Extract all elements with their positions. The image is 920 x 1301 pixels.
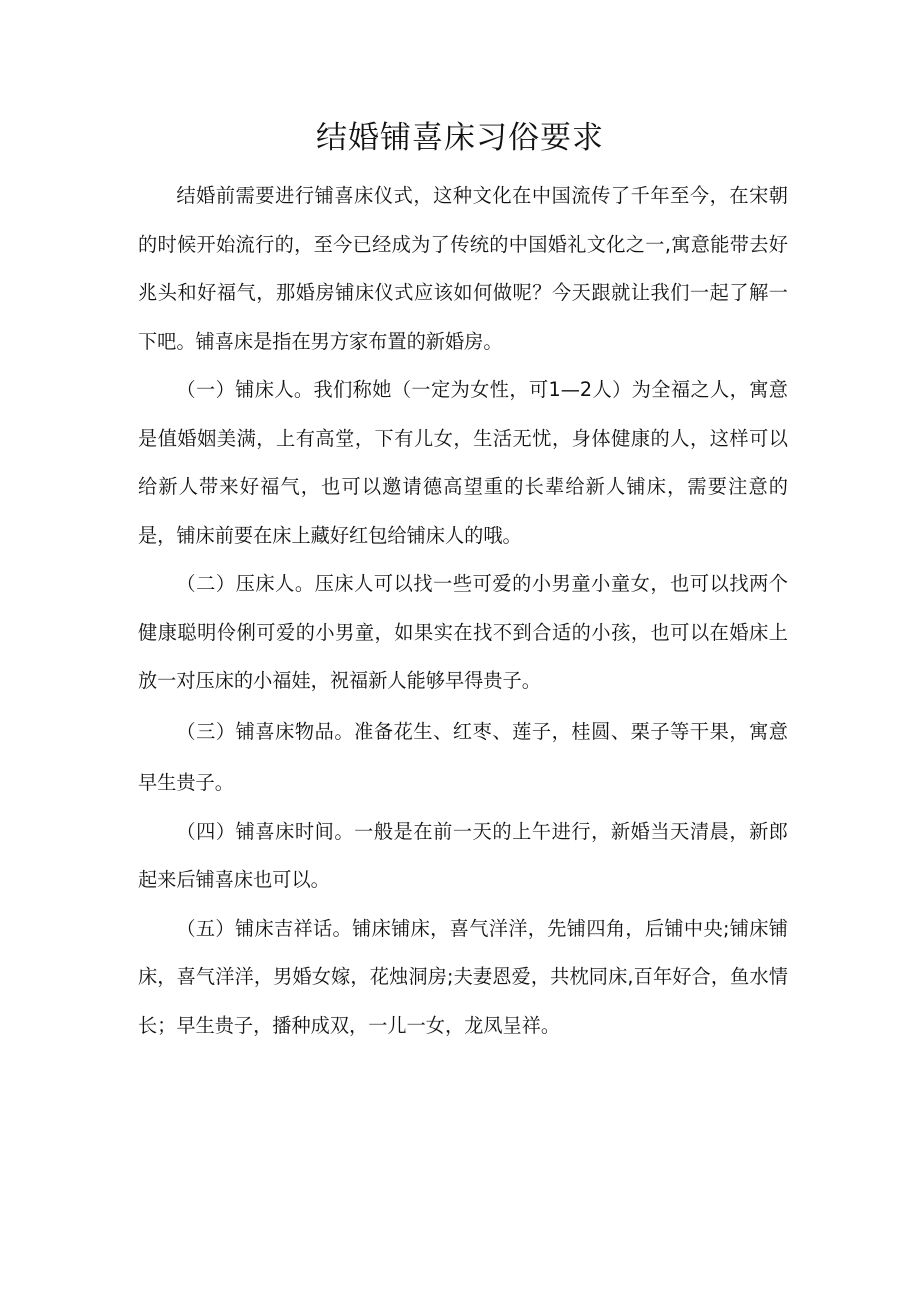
document-title: 结婚铺喜床习俗要求: [316, 120, 604, 156]
paragraph-bed-time: （四）铺喜床时间。一般是在前一天的上午进行，新婚当天清晨，新郎起来后铺喜床也可以。: [138, 819, 788, 891]
paragraph-bed-presser: （二）压床人。压床人可以找一些可爱的小男童小童女，也可以找两个健康聪明伶俐可爱的小男童，如果实在找不到合适的小孩，也可以在婚床上放一对压床的小福娃，祝福新人能够早得贵子。: [138, 572, 788, 692]
document-body: [138, 172, 788, 1050]
paragraph-bed-items: （三）铺喜床物品。准备花生、红枣、莲子，桂圆、栗子等干果，寓意早生贵子。: [138, 719, 788, 794]
paragraph-intro: 结婚前需要进行铺喜床仪式，这种文化在中国流传了千年至今，在宋朝的时候开始流行的，至今已经成为了传统的中国婚礼文化之一,寓意能带去好兆头和好福气，那婚房铺床仪式应该如何做呢？今天跟就让我们一起了解一下吧。铺喜床是指在男方家布置的新婚房。: [138, 184, 788, 353]
paragraph-bed-maker: （一）铺床人。我们称她（一定为女性，可1—2人）为全福之人，寓意是值婚姻美满，上有高堂，下有儿女，生活无忧，身体健康的人，这样可以给新人带来好福气，也可以邀请德高望重的长辈给新人铺床，需要注意的是，铺床前要在床上藏好红包给铺床人的哦。: [138, 378, 788, 547]
paragraph-auspicious-words: （五）铺床吉祥话。铺床铺床，喜气洋洋，先铺四角，后铺中央;铺床铺床，喜气洋洋，男婚女嫁，花烛洞房;夫妻恩爱，共枕同床,百年好合，鱼水情长；早生贵子，播种成双，一儿一女，龙凤呈祥。: [138, 916, 788, 1037]
